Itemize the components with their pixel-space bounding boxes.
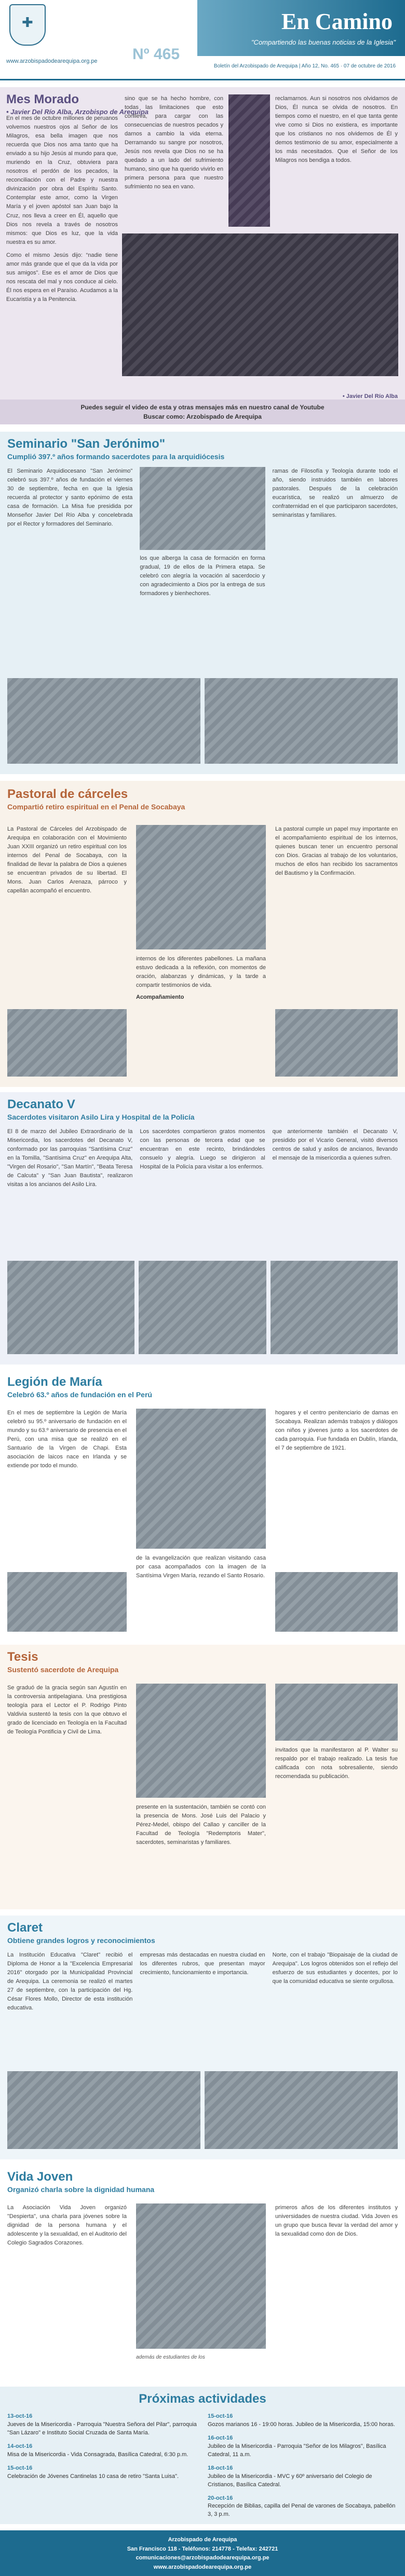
- column-1: [7, 1684, 127, 1737]
- paragraph: reclamarnos. Aun si nosotros nos olvidamos de Dios, Él nunca se olvida de nosotros. En tiempos como el nuestro, en el que tanta gente vive como si Dios no existiera, es importante que los cristianos no nos olvidemos de Él y demos testimonio de su amor, especialmente a los más necesitados. Que el Señor de los Milagros nos bendiga a todos.: [275, 95, 398, 164]
- caption: además de estudiantes de los: [136, 2354, 205, 2360]
- section-subtitle: Organizó charla sobre la dignidad humana: [7, 2185, 155, 2194]
- newsletter-title: En Camino: [281, 9, 393, 34]
- activity-item: 15-oct-16 Gozos marianos 16 - 19:00 horas. Jubileo de la Misericordia, 15:00 horas.: [208, 2413, 395, 2428]
- header-url[interactable]: www.arzobispadodearequipa.org.pe: [6, 58, 98, 64]
- photo-row: [7, 1261, 398, 1354]
- paragraph: En el mes de septiembre la Legión de María celebró su 95.º aniversario de fundación en el mundo y su 63.º aniversario de presencia en el Perú, con una misa que se realizó en el Santuario de la Virgen de Chapi. Esta asociación de laicos nace en Irlanda y se extiende por todo el mundo.: [7, 1410, 127, 1469]
- section-title: Pastoral de cárceles: [7, 787, 128, 801]
- legion-photo: [136, 1409, 266, 1549]
- section-subtitle: Celebró 63.º años de fundación en el Perú: [7, 1390, 152, 1399]
- section-title: Mes Morado: [6, 92, 79, 106]
- section-carceles: [0, 781, 405, 1087]
- byline: • Javier Del Río Alba, Arzobispo de Arequipa: [6, 108, 148, 116]
- paragraph: internos de los diferentes pabellones. La mañana estuvo dedicada a la reflexión, con momentos de oración, alabanzas y dinámicas, y la tarde a compartir testimonios de vida.: [136, 956, 266, 989]
- thesis-photo: [136, 1684, 266, 1798]
- legion-photo: [275, 1572, 398, 1632]
- logo-banner: [197, 0, 405, 56]
- section-title: Vida Joven: [7, 2170, 73, 2184]
- section-subtitle: Sacerdotes visitaron Asilo Lira y Hospital de la Policía: [7, 1113, 195, 1121]
- paragraph: sino que se ha hecho hombre, con todas las limitaciones que esto conlleva, para cargar con las consecuencias de nuestros pecados y darnos a cambio la vida eterna. Derramando su sangre por nosotros, Jesús nos revela que Dios no se ha quedado a un lado del sufrimiento humano, sino que ha querido vivirlo en primera persona para que nuestro sufrimiento no sea en vano.: [125, 95, 223, 190]
- section-subtitle: Sustentó sacerdote de Arequipa: [7, 1665, 119, 1674]
- paragraph: La pastoral cumple un papel muy importante en el acompañamiento espiritual de los internos, quienes buscan tener un encuentro personal con Dios. Gracias al trabajo de los voluntarios, muchos de ellos han recibido los sacramentos del Bautismo y la Confirmación.: [275, 826, 398, 877]
- column-1: [7, 1409, 127, 1470]
- vida-joven-photo: [136, 2203, 266, 2349]
- seminary-photo: [140, 467, 265, 550]
- footer-org: Arzobispado de Arequipa: [168, 2537, 237, 2543]
- footer-address: San Francisco 118 - Teléfonos: 214778 - Telefax: 242721: [127, 2545, 278, 2552]
- column-1: [7, 2203, 127, 2248]
- section-vida-joven: [0, 2165, 405, 2382]
- section-proximas: [0, 2387, 405, 2524]
- column-3: [275, 94, 398, 165]
- paragraph: La Pastoral de Cárceles del Arzobispado de Arequipa en colaboración con el Movimiento Juan XXIII organizó un retiro espiritual con los internos del Penal de Socabaya, con la finalidad de llevar la palabra de Dios a quienes se encuentran privados de su libertad. El Mons. Juan Carlos Arenaza, párroco y capellán acompañó el encuentro.: [7, 826, 127, 894]
- paragraph: ramas de Filosofía y Teología durante todo el año, siendo instruidos también en labores pastorales. Después de la celebración eucarística, se realizó un almuerzo de confraternidad en el que participaron sacerdotes, seminaristas y familiares.: [272, 468, 398, 519]
- tagline: "Compartiendo las buenas noticias de la Iglesia": [251, 38, 396, 46]
- column-2: [136, 1554, 266, 1580]
- activity-item: 14-oct-16 Misa de la Misericordia - Vida Consagrada, Basílica Catedral, 6:30 p.m.: [7, 2443, 188, 2458]
- paragraph: los que alberga la casa de formación en forma gradual, 19 de ellos de la Primera etapa. Se celebró con alegría la vocación al sacerdocio y con agradecimiento a Dios por la entrega de sus formadores y bienhechores.: [140, 555, 265, 597]
- activity-item: 15-oct-16 Celebración de Jóvenes Cantinelas 10 casa de retiro "Santa Luisa".: [7, 2464, 179, 2479]
- claret-photo: [7, 2071, 200, 2149]
- section-title: Seminario "San Jerónimo": [7, 437, 166, 451]
- paragraph: que anteriormente también el Decanato V, presidido por el Vicario General, visitó diversos centros de salud y asilos de ancianos, llevando el mensaje de la misericordia a quienes sufren.: [272, 1128, 398, 1162]
- column-2: [136, 1803, 266, 1847]
- paragraph: El 8 de marzo del Jubileo Extraordinario de la Misericordia, los sacerdotes del Decanato V, conformado por las parroquias "Santísima Cruz" en la Tomilla, "Santísima Cruz" en Arequipa Alta, "Virgen del Rosario", "San Martín", "Beata Teresa de Calcuta" y "San Juan Bautista", realizaron visitas a los ancianos del Asilo Lira.: [7, 1128, 133, 1188]
- activity-item: 13-oct-16 Jueves de la Misericordia - Parroquia "Nuestra Señora del Pilar", parroquia "San Lázaro" e Instituto Social Cruzada de Santa María.: [7, 2413, 197, 2436]
- senor-milagros-photo: [228, 94, 270, 227]
- archdiocese-crest-icon: [9, 4, 46, 46]
- activity-item: 16-oct-16 Jubileo de la Misericordia - Parroquia "Señor de los Milagros", Basílica Catedral, 11 a.m.: [208, 2434, 386, 2458]
- column-3: [275, 1746, 398, 1781]
- column-3: [275, 825, 398, 878]
- section-legion: [0, 1370, 405, 1640]
- decanato-photo: [139, 1261, 266, 1354]
- paragraph: de la evangelización que realizan visitando casa por casa acompañados con la imagen de la Santísima Virgen María, rezando el Santo Rosario.: [136, 1555, 266, 1579]
- section-mes-morado: [0, 87, 405, 424]
- issue-number: Nº 465: [132, 46, 180, 63]
- paragraph: invitados que la manifestaron al P. Walter su respaldo por el trabajo realizado. La tesis fue calificada con nota sobresaliente, siendo recomendada su publicación.: [275, 1747, 398, 1780]
- signature: • Javier Del Río Alba: [342, 393, 398, 400]
- claret-photo: [205, 2071, 398, 2149]
- section-title: Próximas actividades: [139, 2392, 266, 2406]
- section-claret: [0, 1916, 405, 2159]
- section-seminario: [0, 432, 405, 774]
- activity-item: 20-oct-16 Recepción de Biblias, capilla del Penal de varones de Socabaya, pabellón 3, 3 p.m.: [208, 2495, 396, 2518]
- paragraph: En el mes de octubre millones de peruanos volvemos nuestros ojos al Señor de los Milagros, esa bella imagen que nos recuerda que Dios nos ama tanto que ha enviado a su hijo Jesús al mundo para que, muriendo en la Cruz, obtuviera para nosotros el perdón de los pecados, la reconciliación con el Padre y nuestra divinización por obra del Espíritu Santo. Contemplar este amor, como la Virgen María y el joven apóstol san Juan bajo la Cruz, nos lleva a creer en Él, aquello que Dios nos revela a través de nosotros mismos: que Dios es luz, que la vida nuestra es su amor.: [6, 115, 118, 245]
- footer-website[interactable]: www.arzobispadodearequipa.org.pe: [153, 2564, 252, 2570]
- paragraph: La Asociación Vida Joven organizó "Despierta", una charla para jóvenes sobre la dignidad de la persona humana y el adolescente y la sexualidad, en el Auditorio del Colegio Sagrados Corazones.: [7, 2205, 127, 2247]
- seminary-photo: [205, 678, 398, 764]
- prison-retreat-photo: [275, 1009, 398, 1077]
- thesis-photo: [275, 1684, 398, 1741]
- section-tesis: [0, 1645, 405, 1909]
- header: [0, 0, 405, 80]
- paragraph: presente en la sustentación, también se contó con la presencia de Mons. José Luis del Palacio y Pérez-Medel, obispo del Callao y canciller de la Facultad de Teología "Redemptoris Mater", sacerdotes, seminaristas y familiares.: [136, 1804, 266, 1846]
- procession-photo: [122, 233, 398, 376]
- paragraph: Como el mismo Jesús dijo: “nadie tiene amor más grande que el que da la vida por sus amigos”. Ese es el amor de Dios que nos rescata del mal y nos conduce al cielo. Él nos espera en el Paraíso. Acudamos a la Eucaristía y a la Penitencia.: [6, 252, 118, 302]
- paragraph: primeros años de los diferentes institutos y universidades de nuestra ciudad. Vida Joven es un grupo que busca llevar la verdad del amor y la sexualidad como don de Dios.: [275, 2205, 398, 2238]
- paragraph: Norte, con el trabajo "Biopaisaje de la ciudad de Arequipa". Los logros obtenidos son el reflejo del esfuerzo de sus estudiantes y docentes, por lo que la comunidad educativa se siente orgullosa.: [272, 1952, 398, 1985]
- paragraph: empresas más destacadas en nuestra ciudad en los diferentes rubros, que presentan mayor crecimiento, funcionamiento e importancia.: [140, 1952, 265, 1976]
- prison-retreat-photo: [7, 1009, 127, 1077]
- activity-item: 18-oct-16 Jubileo de la Misericordia - MVC y 60º aniversario del Colegio de Cristianos, Basílica Catedral.: [208, 2464, 372, 2488]
- footer-email[interactable]: comunicaciones@arzobispadodearequipa.org.pe: [136, 2555, 269, 2561]
- column-1: [7, 825, 127, 896]
- decanato-photo: [7, 1261, 134, 1354]
- section-title: Legión de María: [7, 1375, 102, 1389]
- footer: [0, 2530, 405, 2576]
- paragraph: La Institución Educativa "Claret" recibió el Diploma de Honor a la "Excelencia Empresarial 2016" otorgado por la Municipalidad Provincial de Arequipa. La ceremonia se realizó el martes 27 de septiembre, con la participación del Hg. César Flores Mollo, Director de esta institución educativa.: [7, 1952, 133, 2012]
- section-title: Claret: [7, 1921, 43, 1935]
- signature: Acompañamiento: [136, 994, 184, 1001]
- column-2: [125, 94, 223, 192]
- seminary-photo: [7, 678, 200, 764]
- section-subtitle: Compartió retiro espiritual en el Penal de Socabaya: [7, 803, 185, 811]
- paragraph: Los sacerdotes compartieron gratos momentos con las personas de tercera edad que se encuentran en este recinto, brindándoles consuelo y alegría. Luego se dirigieron al Hospital de la Policía para visitar a los enfermos.: [140, 1128, 265, 1170]
- column-1: [6, 114, 118, 304]
- paragraph: Se graduó de la gracia según san Agustín en la controversia antipelagiana. Una prestigiosa teología para el Lector el P. Rodrigo Pinto Valdivia sustentó la tesis con la que obtuvo el grado de licenciado en Teología en la Facultad de Teología Pontificia y Civil de Lima.: [7, 1685, 127, 1735]
- activities-left: [7, 2413, 197, 2524]
- prison-retreat-photo: [136, 825, 266, 949]
- youtube-banner[interactable]: Puedes seguir el video de esta y otras mensajes más en nuestro canal de Youtube Buscar como: Arzobispado de Arequipa: [0, 400, 405, 424]
- section-subtitle: Cumplió 397.º años formando sacerdotes para la arquidiócesis: [7, 452, 225, 461]
- paragraph: hogares y el centro penitenciario de damas en Socabaya. Realizan además trabajos y diálogos con niños y jóvenes junto a los sacerdotes de cada parroquia. Fue fundada en Dublín, Irlanda, el 7 de septiembre de 1921.: [275, 1410, 398, 1452]
- section-title: Decanato V: [7, 1097, 75, 1111]
- activities-right: [208, 2413, 398, 2524]
- legion-photo: [7, 1572, 127, 1632]
- photo-row: [7, 2071, 398, 2149]
- paragraph: El Seminario Arquidiocesano "San Jerónimo" celebró sus 397.º años de fundación el viernes 30 de septiembre, fecha en que la Iglesia recuerda al protector y santo epónimo de esta casa de formación. La Misa fue presidida por Monseñor Javier Del Río Alba y concelebrada por el Rector y formadores del Seminario.: [7, 468, 133, 528]
- photo-row: [7, 678, 398, 764]
- section-title: Tesis: [7, 1650, 38, 1664]
- bulletin-info: Boletín del Arzobispado de Arequipa | Año 12, No. 465 · 07 de octubre de 2016: [213, 63, 396, 69]
- column-2: [136, 955, 266, 1000]
- section-decanato: [0, 1092, 405, 1365]
- section-subtitle: Obtiene grandes logros y reconocimientos: [7, 1936, 155, 1945]
- photo-caption: [136, 2352, 266, 2360]
- column-3: [275, 2203, 398, 2239]
- column-3: [275, 1409, 398, 1453]
- decanato-photo: [271, 1261, 398, 1354]
